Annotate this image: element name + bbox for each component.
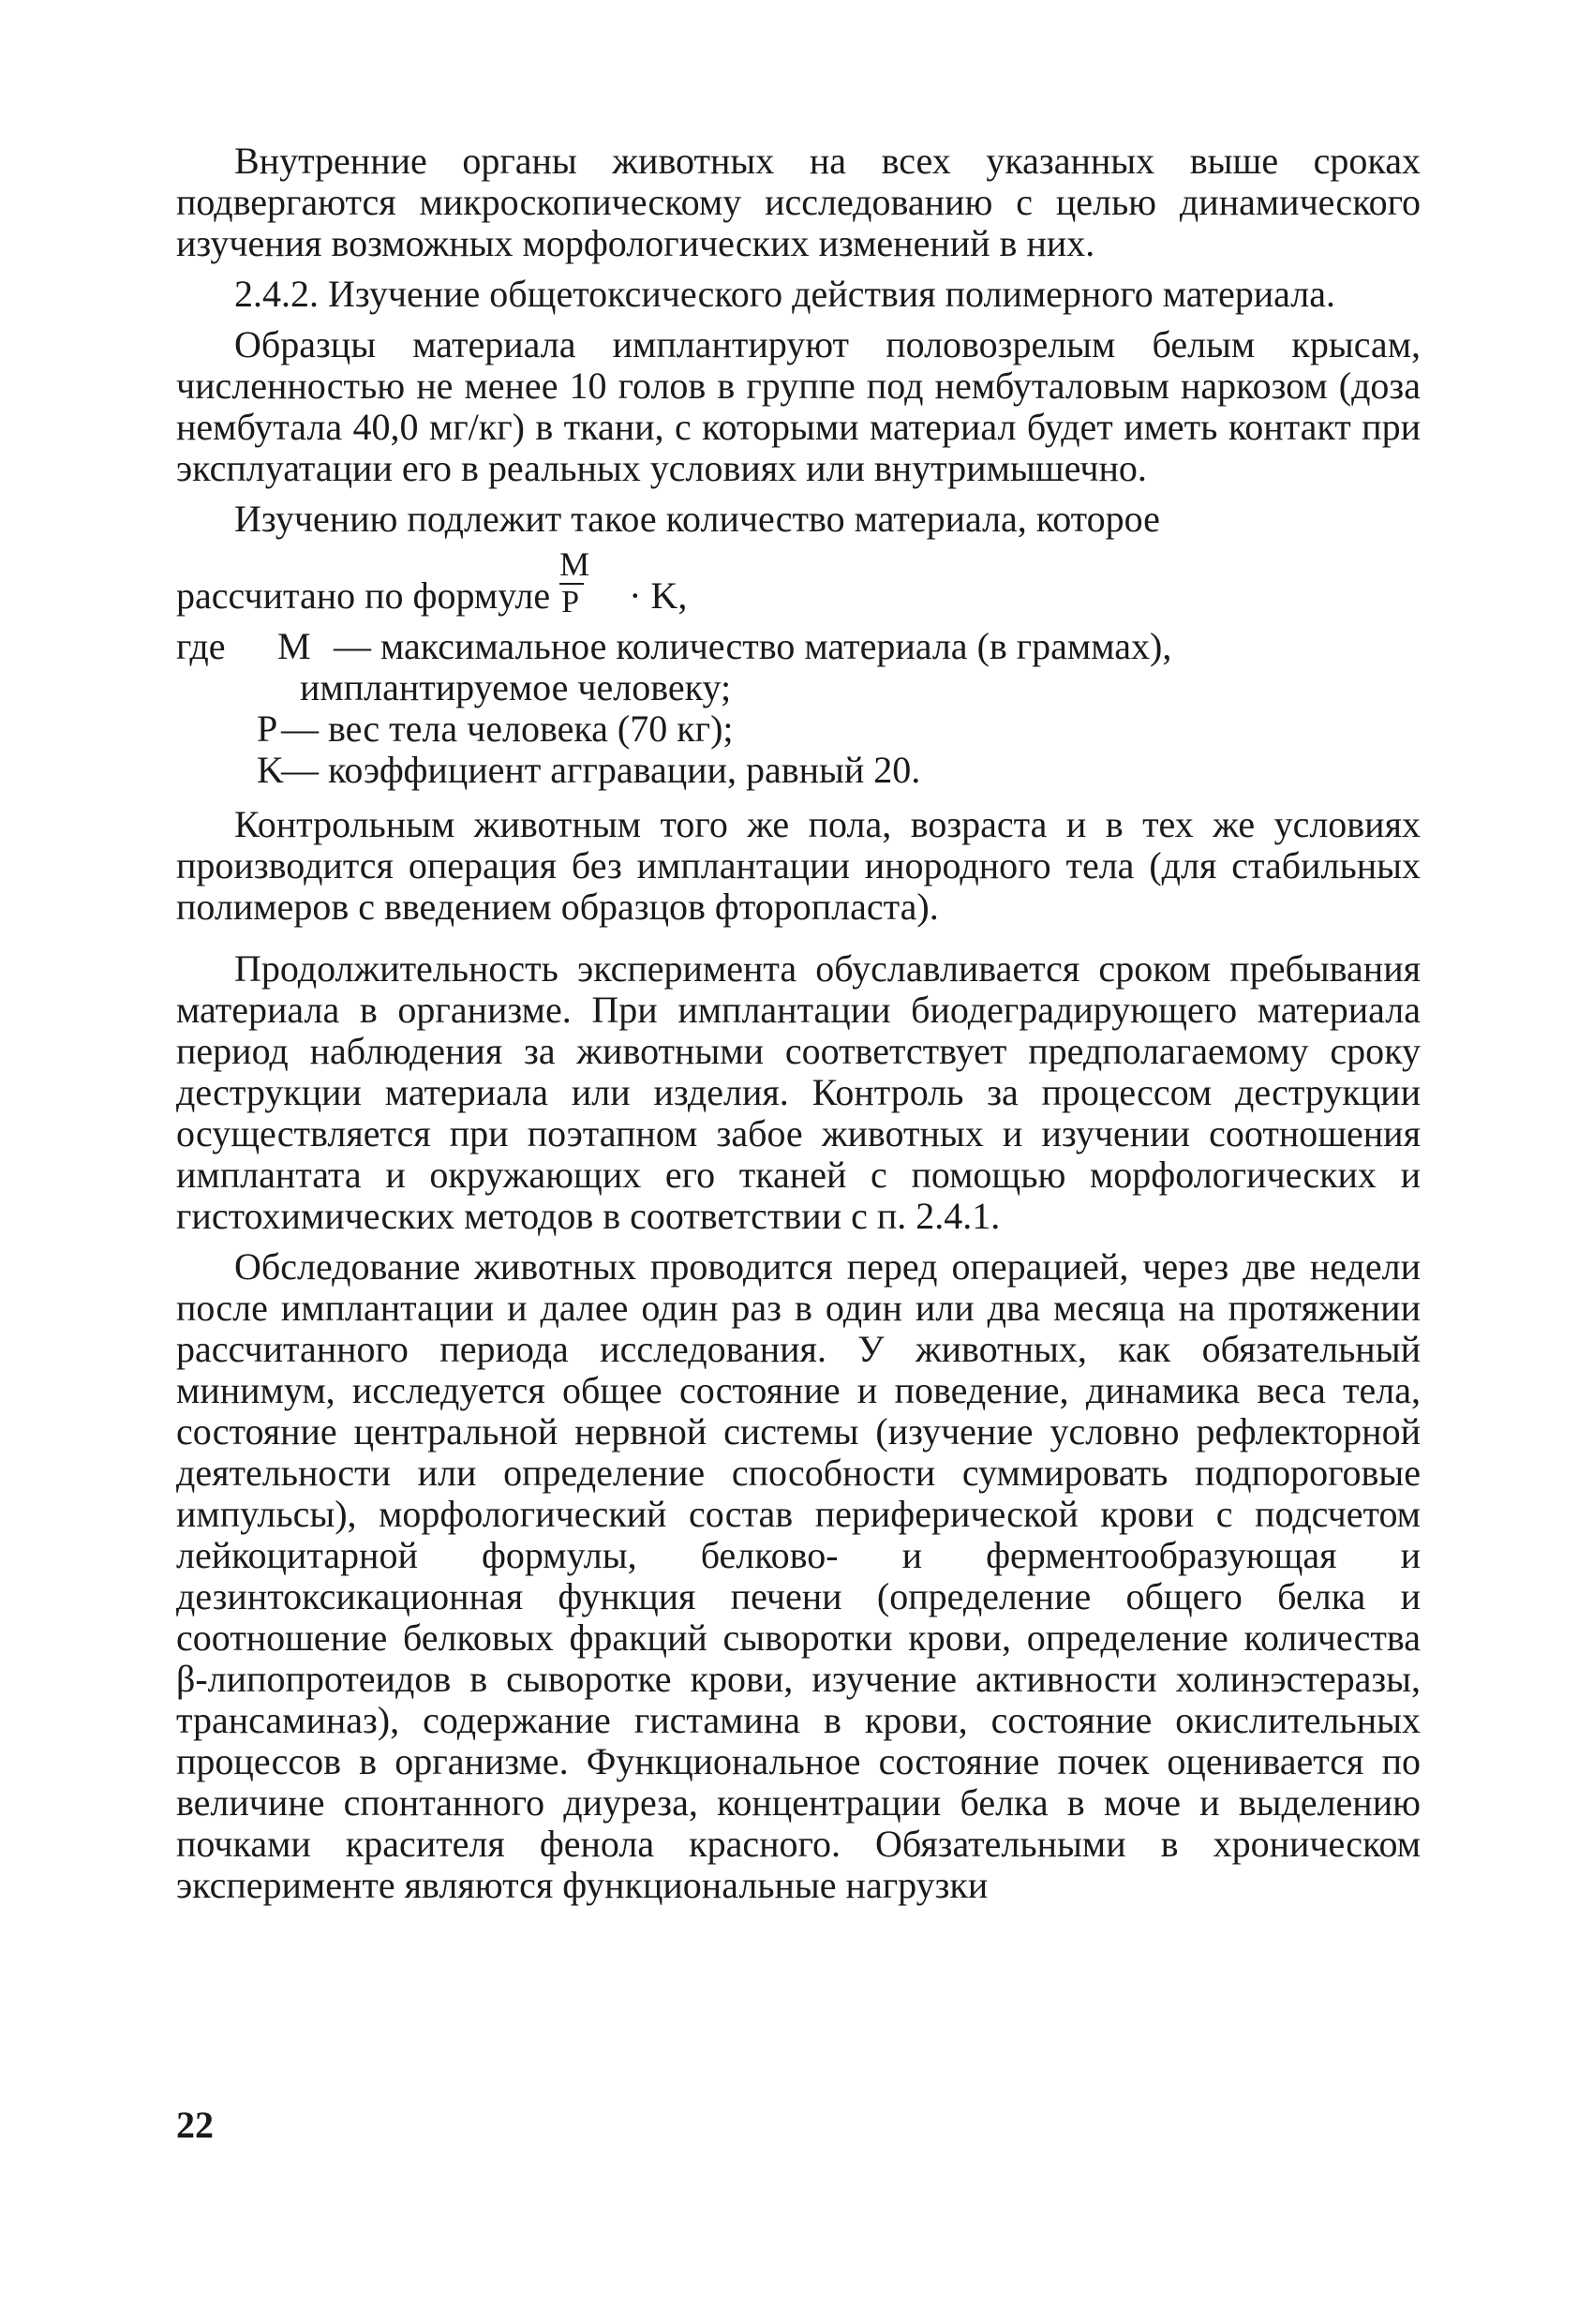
definition-text-m: — максимальное количество материала (в граммах),	[334, 625, 1172, 667]
paragraph-samples: Образцы материала имплантируют половозрелым белым крысам, численностью не менее 10 голов в группе под нембуталовым наркозом (доза нембутала 40,0 мг/кг) в ткани, с которыми материал будет иметь контакт при эксплуатации его в реальных условиях или внутримышечно.	[176, 323, 1421, 489]
definition-lead: где	[176, 625, 226, 667]
definition-text-k: — коэффициент аггравации, равный 20.	[281, 749, 921, 791]
paragraph-duration: Продолжительность эксперимента обуславливается сроком пребывания материала в организме. При имплантации биодеградирующего материала период наблюдения за животными соответствует предполагаемому сроку деструкции материала или изделия. Контроль за процессом деструкции осуществляется при поэтапном забое животных и изучении соотношения имплантата и окружающих его тканей с помощью морфологических и гистохимических методов в соответствии с п. 2.4.1.	[176, 947, 1421, 1237]
formula-prefix: рассчитано по формуле	[176, 574, 551, 617]
definition-m	[176, 626, 1421, 667]
definition-symbol-k: K	[257, 749, 284, 791]
definition-text-p: — вес тела человека (70 кг);	[281, 708, 734, 750]
definition-symbol-p: P	[257, 708, 278, 750]
definition-continuation-m: имплантируемое человеку;	[300, 666, 732, 708]
paragraph-examination: Обследование животных проводится перед операцией, через две недели после имплантации и далее один раз в один или два месяца на протяжении рассчитанного периода исследования. У животных, как обязательный минимум, исследуется общее состояние и поведение, динамика веса тела, состояние центральной нервной системы (изучение условно рефлекторной деятельности или определение способности суммировать подпороговые импульсы), морфологический состав периферической крови с подсчетом лейкоцитарной формулы, белково- и ферментообразующая и дезинтоксикационная функция печени (определение общего белка и соотношение белковых фракций сыворотки крови, определение количества β-липопротеидов в сыворотке крови, изучение активности холинэстеразы, трансаминаз), содержание гистамина в крови, состояние окислительных процессов в организме. Функциональное состояние почек оценивается по величине спонтанного диуреза, концентрации белка в моче и выделению почками красителя фенола красного. Обязательными в хроническом эксперименте являются функциональные нагрузки	[176, 1245, 1421, 1906]
formula-numerator: M	[559, 545, 590, 583]
formula-fraction	[554, 545, 591, 619]
formula-line	[176, 545, 1421, 619]
definitions-list	[176, 626, 1421, 791]
paragraph-control-animals: Контрольным животным того же пола, возраста и в тех же условиях производится операция без имплантации инородного тела (для стабильных полимеров с введением образцов фторопласта).	[176, 803, 1421, 928]
definition-symbol-m: M	[277, 625, 311, 667]
definition-p	[176, 708, 1421, 750]
spacer	[176, 791, 1421, 804]
paragraph-amount: Изучению подлежит такое количество материала, которое	[234, 498, 1160, 540]
page-number: 22	[176, 2104, 214, 2146]
paragraph-internal-organs: Внутренние органы животных на всех указанных выше сроках подвергаются микроскопическому исследованию с целью динамического изучения возможных морфологических изменений в них.	[176, 140, 1421, 264]
formula-suffix: · K,	[629, 574, 688, 617]
section-heading-2-4-2: 2.4.2. Изучение общетоксического действия полимерного материала.	[234, 273, 1335, 315]
page-body	[176, 141, 1421, 1915]
definition-k	[176, 750, 1421, 791]
formula-denominator: P	[561, 585, 580, 619]
